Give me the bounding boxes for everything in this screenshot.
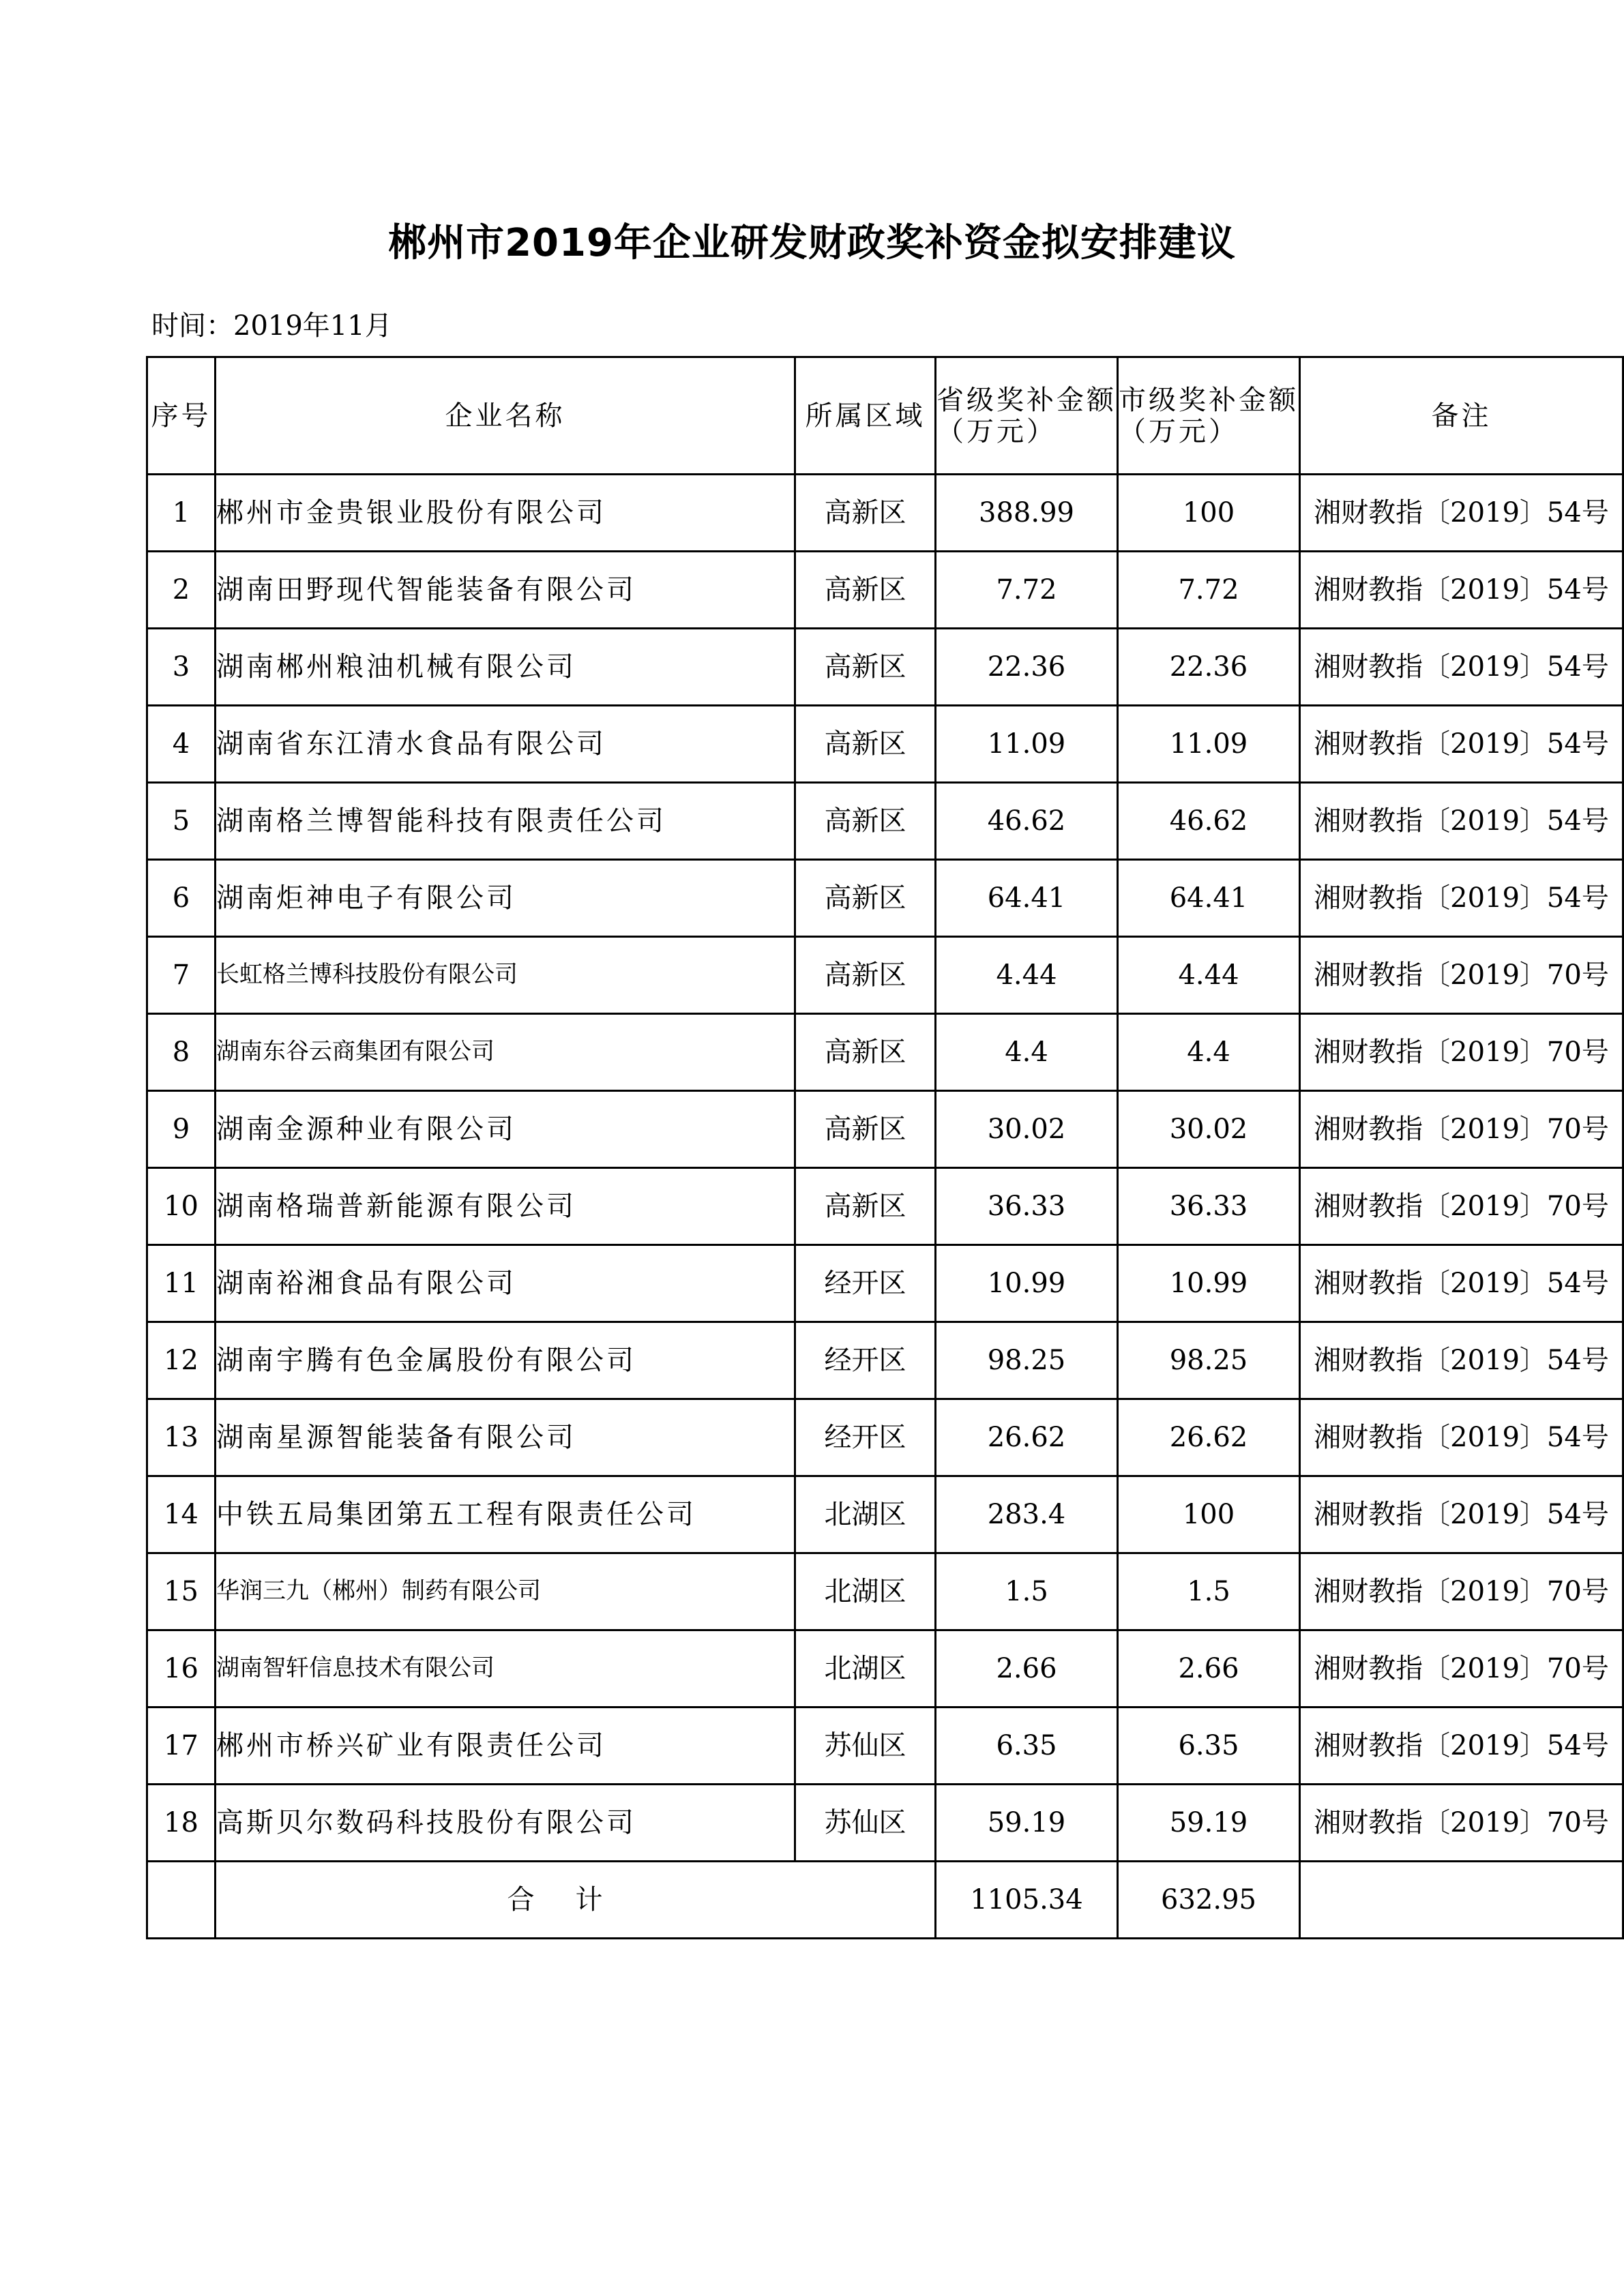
row-note: 湘财教指〔2019〕54号 xyxy=(1300,860,1623,937)
allocation-table xyxy=(146,356,1624,1939)
row-index: 11 xyxy=(147,1245,216,1322)
table-row xyxy=(147,706,1623,783)
row-provincial: 10.99 xyxy=(936,1245,1118,1322)
row-company: 郴州市桥兴矿业有限责任公司 xyxy=(216,1708,795,1785)
table-row xyxy=(147,1245,1623,1322)
row-city: 11.09 xyxy=(1118,706,1300,783)
header-index: 序号 xyxy=(147,357,216,475)
row-company: 湖南省东江清水食品有限公司 xyxy=(216,706,795,783)
row-note: 湘财教指〔2019〕70号 xyxy=(1300,1168,1623,1245)
header-row xyxy=(147,357,1623,475)
row-city: 2.66 xyxy=(1118,1630,1300,1708)
table-row xyxy=(147,1785,1623,1862)
row-index: 5 xyxy=(147,783,216,860)
row-district: 北湖区 xyxy=(795,1553,936,1630)
row-company: 湖南宇腾有色金属股份有限公司 xyxy=(216,1322,795,1399)
row-city: 100 xyxy=(1118,475,1300,552)
table-row xyxy=(147,937,1623,1014)
row-district: 高新区 xyxy=(795,937,936,1014)
row-provincial: 26.62 xyxy=(936,1399,1118,1476)
row-city: 26.62 xyxy=(1118,1399,1300,1476)
row-index: 6 xyxy=(147,860,216,937)
row-city: 22.36 xyxy=(1118,629,1300,706)
row-company: 高斯贝尔数码科技股份有限公司 xyxy=(216,1785,795,1862)
row-provincial: 4.4 xyxy=(936,1014,1118,1091)
row-provincial: 64.41 xyxy=(936,860,1118,937)
table-row xyxy=(147,1553,1623,1630)
row-note: 湘财教指〔2019〕54号 xyxy=(1300,783,1623,860)
row-district: 高新区 xyxy=(795,1168,936,1245)
row-index: 3 xyxy=(147,629,216,706)
row-provincial: 59.19 xyxy=(936,1785,1118,1862)
table-row xyxy=(147,1476,1623,1553)
row-index: 10 xyxy=(147,1168,216,1245)
row-provincial: 283.4 xyxy=(936,1476,1118,1553)
row-index: 8 xyxy=(147,1014,216,1091)
table-row xyxy=(147,1014,1623,1091)
table-row xyxy=(147,629,1623,706)
row-note: 湘财教指〔2019〕70号 xyxy=(1300,1553,1623,1630)
row-index: 12 xyxy=(147,1322,216,1399)
row-district: 苏仙区 xyxy=(795,1708,936,1785)
table-row xyxy=(147,1399,1623,1476)
row-district: 北湖区 xyxy=(795,1476,936,1553)
row-note: 湘财教指〔2019〕70号 xyxy=(1300,937,1623,1014)
row-company: 湖南炬神电子有限公司 xyxy=(216,860,795,937)
row-index: 13 xyxy=(147,1399,216,1476)
row-district: 高新区 xyxy=(795,706,936,783)
row-note: 湘财教指〔2019〕54号 xyxy=(1300,1322,1623,1399)
row-city: 36.33 xyxy=(1118,1168,1300,1245)
row-district: 北湖区 xyxy=(795,1630,936,1708)
row-note: 湘财教指〔2019〕70号 xyxy=(1300,1785,1623,1862)
row-district: 经开区 xyxy=(795,1399,936,1476)
row-company: 湖南田野现代智能装备有限公司 xyxy=(216,552,795,629)
row-company: 郴州市金贵银业股份有限公司 xyxy=(216,475,795,552)
header-city: 市级奖补金额（万元） xyxy=(1118,357,1300,475)
table-row xyxy=(147,1322,1623,1399)
table-row xyxy=(147,475,1623,552)
row-provincial: 46.62 xyxy=(936,783,1118,860)
row-provincial: 1.5 xyxy=(936,1553,1118,1630)
row-city: 10.99 xyxy=(1118,1245,1300,1322)
row-index: 16 xyxy=(147,1630,216,1708)
row-company: 湖南东谷云商集团有限公司 xyxy=(216,1014,795,1091)
row-district: 高新区 xyxy=(795,475,936,552)
row-index: 18 xyxy=(147,1785,216,1862)
row-company: 华润三九（郴州）制药有限公司 xyxy=(216,1553,795,1630)
row-district: 高新区 xyxy=(795,629,936,706)
row-provincial: 7.72 xyxy=(936,552,1118,629)
row-city: 59.19 xyxy=(1118,1785,1300,1862)
header-provincial: 省级奖补金额（万元） xyxy=(936,357,1118,475)
total-empty-note xyxy=(1300,1862,1623,1939)
total-empty-index xyxy=(147,1862,216,1939)
row-index: 4 xyxy=(147,706,216,783)
row-district: 高新区 xyxy=(795,1091,936,1168)
row-company: 湖南裕湘食品有限公司 xyxy=(216,1245,795,1322)
row-provincial: 388.99 xyxy=(936,475,1118,552)
date-line: 时间：2019年11月 xyxy=(151,310,392,342)
row-company: 长虹格兰博科技股份有限公司 xyxy=(216,937,795,1014)
row-district: 经开区 xyxy=(795,1322,936,1399)
row-provincial: 6.35 xyxy=(936,1708,1118,1785)
row-city: 1.5 xyxy=(1118,1553,1300,1630)
table-row xyxy=(147,1168,1623,1245)
total-provincial: 1105.34 xyxy=(936,1862,1118,1939)
row-provincial: 98.25 xyxy=(936,1322,1118,1399)
row-district: 高新区 xyxy=(795,1014,936,1091)
header-district: 所属区域 xyxy=(795,357,936,475)
table-row xyxy=(147,1708,1623,1785)
row-provincial: 30.02 xyxy=(936,1091,1118,1168)
row-city: 4.4 xyxy=(1118,1014,1300,1091)
row-index: 9 xyxy=(147,1091,216,1168)
row-district: 苏仙区 xyxy=(795,1785,936,1862)
row-company: 湖南格瑞普新能源有限公司 xyxy=(216,1168,795,1245)
total-label: 合计 xyxy=(216,1862,936,1939)
row-district: 高新区 xyxy=(795,552,936,629)
row-city: 30.02 xyxy=(1118,1091,1300,1168)
row-company: 湖南金源种业有限公司 xyxy=(216,1091,795,1168)
table-row xyxy=(147,1091,1623,1168)
row-note: 湘财教指〔2019〕54号 xyxy=(1300,1708,1623,1785)
header-note: 备注 xyxy=(1300,357,1623,475)
row-note: 湘财教指〔2019〕54号 xyxy=(1300,1399,1623,1476)
row-note: 湘财教指〔2019〕54号 xyxy=(1300,1476,1623,1553)
row-index: 2 xyxy=(147,552,216,629)
row-note: 湘财教指〔2019〕70号 xyxy=(1300,1091,1623,1168)
table-row xyxy=(147,860,1623,937)
row-note: 湘财教指〔2019〕54号 xyxy=(1300,475,1623,552)
row-company: 湖南智轩信息技术有限公司 xyxy=(216,1630,795,1708)
row-index: 14 xyxy=(147,1476,216,1553)
row-note: 湘财教指〔2019〕54号 xyxy=(1300,706,1623,783)
row-note: 湘财教指〔2019〕54号 xyxy=(1300,629,1623,706)
table-body xyxy=(147,357,1623,1939)
row-district: 高新区 xyxy=(795,860,936,937)
row-city: 4.44 xyxy=(1118,937,1300,1014)
row-note: 湘财教指〔2019〕54号 xyxy=(1300,1245,1623,1322)
row-index: 17 xyxy=(147,1708,216,1785)
row-city: 7.72 xyxy=(1118,552,1300,629)
total-city: 632.95 xyxy=(1118,1862,1300,1939)
total-row xyxy=(147,1862,1623,1939)
row-provincial: 11.09 xyxy=(936,706,1118,783)
row-note: 湘财教指〔2019〕70号 xyxy=(1300,1630,1623,1708)
row-district: 经开区 xyxy=(795,1245,936,1322)
row-index: 15 xyxy=(147,1553,216,1630)
row-company: 湖南郴州粮油机械有限公司 xyxy=(216,629,795,706)
row-company: 湖南格兰博智能科技有限责任公司 xyxy=(216,783,795,860)
row-company: 中铁五局集团第五工程有限责任公司 xyxy=(216,1476,795,1553)
row-index: 7 xyxy=(147,937,216,1014)
row-note: 湘财教指〔2019〕70号 xyxy=(1300,1014,1623,1091)
table-row xyxy=(147,552,1623,629)
header-company: 企业名称 xyxy=(216,357,795,475)
row-city: 100 xyxy=(1118,1476,1300,1553)
row-city: 6.35 xyxy=(1118,1708,1300,1785)
page-title: 郴州市2019年企业研发财政奖补资金拟安排建议 xyxy=(388,221,1236,265)
table-row xyxy=(147,783,1623,860)
row-note: 湘财教指〔2019〕54号 xyxy=(1300,552,1623,629)
table-row xyxy=(147,1630,1623,1708)
row-city: 46.62 xyxy=(1118,783,1300,860)
row-company: 湖南星源智能装备有限公司 xyxy=(216,1399,795,1476)
row-index: 1 xyxy=(147,475,216,552)
row-city: 64.41 xyxy=(1118,860,1300,937)
row-provincial: 2.66 xyxy=(936,1630,1118,1708)
row-city: 98.25 xyxy=(1118,1322,1300,1399)
row-district: 高新区 xyxy=(795,783,936,860)
row-provincial: 36.33 xyxy=(936,1168,1118,1245)
row-provincial: 4.44 xyxy=(936,937,1118,1014)
row-provincial: 22.36 xyxy=(936,629,1118,706)
